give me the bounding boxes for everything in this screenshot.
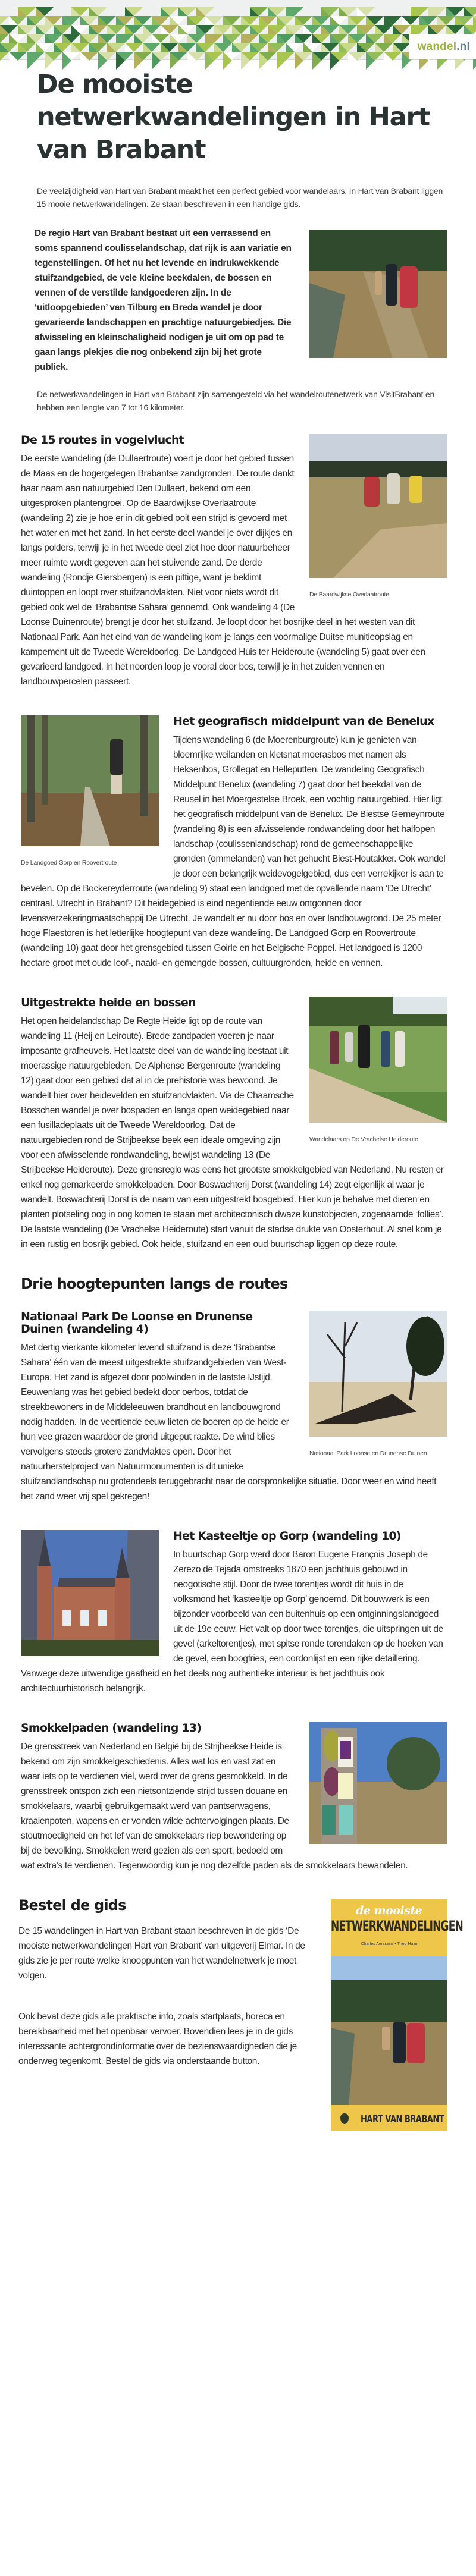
figure-gorp-roover	[21, 715, 159, 866]
page-title: De mooiste netwerkwandelingen in Hart van Brabant	[37, 70, 430, 165]
section-text: De grensstreek van Nederland en België bij de Strijbeekse Heide is bekend om zijn smokkelgeschiedenis. Alles wat los en vast zat en waar iets op te verdienen viel, werd over de grens gesmokkeld. In de grensstreek ontspon zich een nietsontziende strijd tussen douane en smokkelaars, waarbij gebruikgemaakt werd van pantserwagens, kraaienpoten, wapens en er vonden wilde achtervolgingen plaats. De stoutmoedigheid en het lef van de smokkelaars riep bewondering op bij de bevolking. Smokkelen werd gezien als een sport, bedoeld om wat extra’s te verdienen. Tegenwoordig kun je nog dezelfde paden als de smokkelaars bewandelen.	[21, 1742, 408, 1871]
pattern-triangle	[0, 16, 9, 25]
section-bestel-gids	[18, 1897, 476, 2126]
image-caption: Wandelaars op De Vrachelse Heideroute	[309, 1136, 418, 1143]
section-heading: Uitgestrekte heide en bossen	[21, 996, 196, 1009]
section-text: Het open heidelandschap De Regte Heide ligt op de route van wandeling 11 (Heij en Leiroute). Brede zandpaden voeren je naar imposante grafheuvels. Het laatste deel van de wandeling bestaat uit moerassige natuurgebieden. De Alphense Bergenroute (wandeling 12) gaat door een gebied dat al in de prehistorie was bewoond. Je wandelt hier over heidevelden en stuifzandvlakten. Via de Chaamsche Bosschen wandel je over bospaden en langs open weidegebied naar een fusilladeplaats uit de Tweede Wereldoorlog. Dat de natuurgebieden rond de Strijbeekse beek een ideale omgeving zijn voor een afwisselende rondwandeling, bewijst wandeling 13 (De Strijbeekse Heideroute). Deze grensregio was eens het grootste smokkelgebied van Nederland. Nu resten er enkel nog gemarkeerde smokkelpaden. Door Boswachterij Dorst (wandeling 14) zegt eigenlijk al waar je wandelt. Boswachterij Dorst is de naam van een uitgestrekt bosgebied. Hier kun je behalve met dieren en planten plotseling oog in oog komen te staan met architectonisch dwaze kunstobjecten, zogenaamde ‘follies’. De laatste wandeling (De Vrachelse Heideroute) start vanuit de stadse drukte van Oosterhout. Al snel kom je in een rustig en bosrijk gebied. Ook heide, stuifzand en een oud buurtschap liggen op deze route.	[21, 1016, 444, 1249]
figure-loonse-duinen	[309, 1311, 447, 1457]
image	[309, 997, 447, 1123]
section-benelux	[21, 715, 447, 970]
order-guide-content	[0, 1873, 476, 2126]
figure-kasteeltje	[21, 1530, 159, 1656]
book-cover-photo	[331, 1956, 447, 2106]
photo-walkers-heath	[309, 230, 447, 358]
book-cover[interactable]	[331, 1899, 463, 2131]
site-logo[interactable]	[409, 34, 476, 59]
section-text: In buurtschap Gorp werd door Baron Eugene François Joseph de Zerezo de Tejada omstreeks 1870 een jachthuis gebouwd in neogotische stijl. Door de twee torentjes wordt dit huis in de volksmond het ‘kasteeltje op Gorp’ genoemd. Dit bouwwerk is een bijzonder voorbeeld van een buitenhuis op een ontginningslandgoed uit de 19e eeuw. Het valt op door twee torentjes, die uitspringen uit de gevel (arkeltorentjes), met spitse ronde torendaken op de hoeken van de gevel, een boogfries, een cordonlijst en een rijke detaillering. Vanwege deze uitwendige gaafheid en het deels nog authentieke interieur is het jachthuis ook architectuurhistorisch belangrijk.	[21, 1550, 443, 1694]
figure-baardwijkse	[309, 434, 447, 598]
section-loonse-duinen	[21, 1311, 447, 1504]
section-heading: Het Kasteeltje op Gorp (wandeling 10)	[173, 1529, 401, 1543]
figure-smokkelpaden	[309, 1722, 447, 1844]
image	[309, 434, 447, 578]
image-caption: Nationaal Park Loonse en Drunense Duinen	[309, 1450, 427, 1457]
section-heading: De 15 routes in vogelvlucht	[21, 433, 184, 447]
triangle-pattern-decoration	[0, 0, 476, 59]
pattern-triangle	[0, 52, 9, 61]
image	[21, 715, 159, 846]
section-heading: Smokkelpaden (wandeling 13)	[21, 1721, 202, 1735]
image-caption: De Baardwijkse Overlaatroute	[309, 591, 389, 598]
section-text-2: Ook bevat deze gids alle praktische info, zoals startplaats, horeca en bereikbaarheid met het openbaar vervoer. Bovendien lees je in de gids interessante achtergrondinformatie over de bezienswaardigheden die je onderweg tegenkomt. Bestel de gids via onderstaande button.	[18, 2012, 297, 2066]
book-authors: Charles Aerssens • Theo Halin	[361, 1942, 418, 1946]
highlights-heading: Drie hoogtepunten langs de routes	[21, 1276, 288, 1292]
header-banner	[0, 0, 476, 60]
section-heading: Bestel de gids	[18, 1897, 126, 1914]
section-smokkelpaden	[21, 1722, 447, 1873]
section-text: Tijdens wandeling 6 (de Moerenburgroute) kun je genieten van bloemrijke weilanden en kletsnat moerasbos met namen als Heksenbos, Grollegat en Helleputten. De wandeling Geografisch Middelpunt Benelux (wandeling 7) gaat door het beekdal van de Reusel in het Moergestelse Broek, een vochtig natuurgebied. Hier ligt het geografisch middelpunt van de Benelux. De Biestse Gemeynroute (wandeling 8) is een afwisselende rondwandeling door het halfopen landschap (coulissenlandschap) rond de gemeenschappelijke gronden (ommelanden) van het gehucht Biest-Houtakker. Ook wandel je door een belangrijk weidevogelgebied, dus een verrekijker is aan te bevelen. Op de Bockereyderroute (wandeling 9) staat een landgoed met de opvallende naam ‘De Utrecht’ centraal. Utrecht in Brabant? Dit heidegebied is eind negentiende eeuw ontgonnen door levensverzekeringmaatschappij De Utrecht. Je wandelt er nu door bos en over landbouwgrond. De 25 meter hoge Flaestoren is het letterlijke hoogtepunt van deze wandeling. De Landgoed Gorp en Roovertroute (wandeling 10) gaat door het grensgebied tussen Goirle en het Belgische Poppel. Het landgoed is 1200 hectare groot met oude loof-, naald- en gemengde bossen, cultuurgronden, heide en vennen.	[21, 735, 446, 968]
book-subtitle: HART VAN BRABANT	[361, 2113, 444, 2126]
section-heading: Het geografisch middelpunt van de Benelux	[173, 715, 434, 728]
routes-content	[0, 414, 476, 1873]
image	[309, 230, 447, 358]
lead-paragraph: De regio Hart van Brabant bestaat uit een verrassend en soms spannend coulisselandschap, dat rijk is aan variatie en tegenstellingen. Of het nu het levende en indrukwekkende stuifzandgebied, de vele kleine beekdalen, de bossen en vennen of de verstilde landgoederen zijn. In de ‘uitloopgebieden’ van Tilburg en Breda wandel je door gevarieerde landschappen en prachtige natuurgebiedjes. Die afwisseling en kleinschaligheid nodigen je uit om op pad te gaan langs plekjes die nog onbekend zijn bij het grote publiek.	[35, 228, 292, 372]
pattern-triangle	[0, 34, 9, 43]
figure-vrachelse	[309, 997, 447, 1143]
network-paragraph: De netwerkwandelingen in Hart van Brabant zijn samengesteld via het wandelroutenetwerk van VisitBrabant en hebben een lengte van 7 tot 16 kilometer.	[37, 389, 435, 412]
section-text-1: De 15 wandelingen in Hart van Brabant staan beschreven in de gids ‘De mooiste netwerkwandelingen Hart van Brabant’ van uitgeverij Elmar. In de gids zie je per route welke knooppunten van het wandelnetwerk je moet volgen.	[18, 1926, 305, 1981]
section-text: Met dertig vierkante kilometer levend stuifzand is deze ‘Brabantse Sahara’ één van de meest uitgestrekte stuifzandgebieden van West-Europa. Het zand is afgezet door poolwinden in de laatste IJstijd. Eeuwenlang was het gebied bedekt door oerbos, totdat de streekbewoners in de Middeleeuwen brandhout en landbouwgrond nodig hadden. In de veertiende eeuw lieten de boeren op de heide er hun vee grazen waardoor de grond uitgeput raakte. De wind blies vervolgens steeds grotere zandvlaktes open. Door het natuurherstelproject van Natuurmonumenten is dit unieke stuifzandlandschap nu grotendeels teruggebracht naar de oorspronkelijke situatie. Door weer en wind heeft het zand weer vrij spel gekregen!	[21, 1343, 437, 1501]
logo-text: wandel	[417, 40, 457, 53]
article-intro: De veelzijdigheid van Hart van Brabant maakt het een perfect gebied voor wandelaars. In Hart van Brabant liggen 15 mooie netwerkwandelingen. Ze staan beschreven in een handige gids.	[37, 186, 443, 209]
image-caption: De Landgoed Gorp en Roovertroute	[21, 859, 117, 866]
lead-section	[35, 226, 447, 375]
book-script-title: de mooiste	[356, 1904, 422, 1917]
section-text: De eerste wandeling (de Dullaertroute) voert je door het gebied tussen de Maas en de hogergelegen Brabantse zandgronden. De route dankt haar naam aan natuurgebied Den Dullaert, bekend om een uitgesproken plantengroei. Op de Baardwijkse Overlaatroute (wandeling 2) zie je hoe er in dit gebied ooit een strijd is gevoerd met het water en met het zand. In het eerste deel wandel je over dijkjes en langs polders, terwijl je in het tweede deel ziet hoe door natuurbeheer meer ruimte wordt gegeven aan het stuivende zand. De derde wandeling (Rondje Giersbergen) is een pittige, want je beklimt duintoppen en loopt over stuifzandvlakten. Niet voor niets wordt dit gebied ook wel de ‘Brabantse Sahara’ genoemd. Ook wandeling 4 (De Loonse Duinenroute) brengt je door het stuifzand. Je loopt door het bosrijke deel in het westen van dit Nationaal Park. Aan het eind van de wandeling kom je langs een voormalige Duitse munitieopslag en kampement uit de Tweede Wereldoorlog. De Landgoed Huis ter Heideroute (wandeling 5) gaat over een gevarieerd landgoed. In het noorden loop je vooral door bos, terwijl je in het zuiden vennen en landbouwpercelen passeert.	[21, 454, 425, 687]
section-heading: Nationaal Park De Loonse en Drunense Duinen (wandeling 4)	[21, 1310, 253, 1336]
section-routes-overview	[21, 434, 447, 689]
image	[309, 1311, 447, 1437]
section-heide-bossen	[21, 997, 447, 1252]
logo-tld: .nl	[456, 40, 470, 53]
book-title: NETWERKWANDELINGEN	[331, 1918, 463, 1935]
section-kasteeltje-gorp	[21, 1530, 447, 1696]
image	[21, 1530, 159, 1656]
image	[309, 1722, 447, 1844]
article-content	[0, 68, 476, 414]
